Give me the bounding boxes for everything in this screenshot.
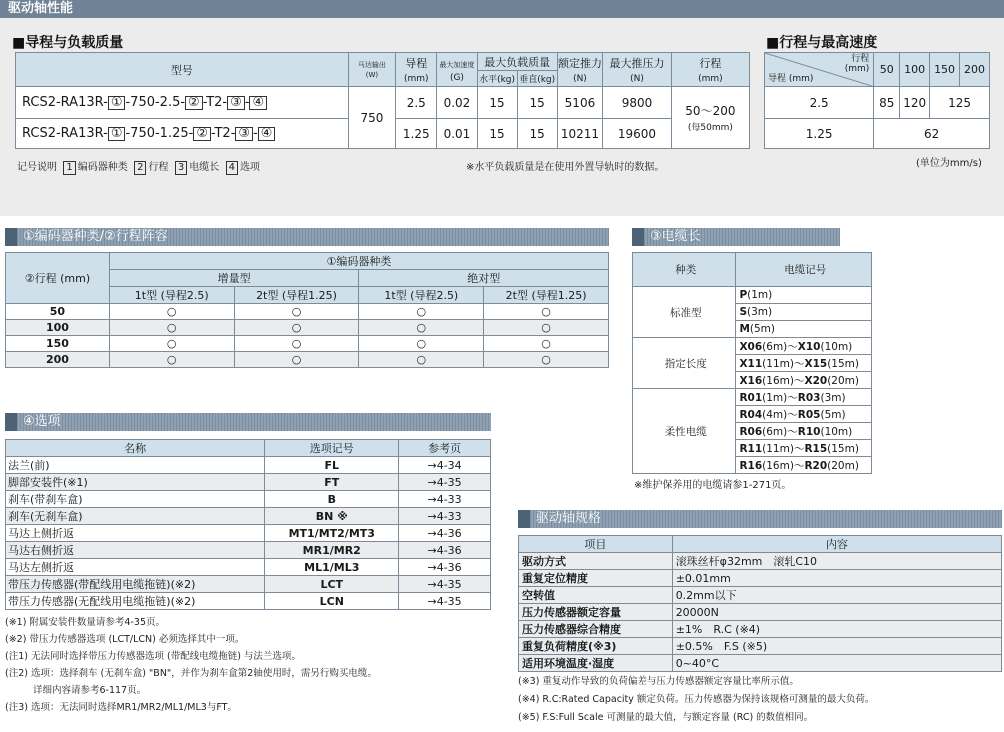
stroke-header: 100 [900, 53, 930, 87]
accel-value: 0.01 [437, 119, 477, 149]
note-line: (注1) 无法同时选择带压力传感器选项 (带配线电缆拖链) 与法兰选项。 [5, 651, 301, 662]
legend-text: 行程 [148, 162, 169, 173]
horizontal-value: 15 [477, 119, 517, 149]
table-row: 重复定位精度 ±0.01mm [519, 570, 1002, 587]
available-mark: ○ [359, 336, 484, 352]
model-code: RCS2-RA13R- ① -750-1.25- ② -T2- ③ - ④ [16, 119, 349, 149]
note-line: (注3) 选项：无法同时选择MR1/MR2/ML1/ML3与FT。 [5, 702, 237, 713]
max-thrust-value: 19600 [603, 119, 672, 149]
table-row: 刹车(带刹车盒) B →4-33 [6, 491, 491, 508]
available-mark: ○ [109, 336, 234, 352]
stroke-header: ②行程 (mm) [6, 253, 110, 304]
options-header: 名称 [6, 440, 265, 457]
header-max-thrust: 最大推压力 (N) [603, 53, 672, 87]
legend [17, 160, 260, 176]
header-lead: 导程 (mm) [396, 53, 437, 87]
legend-label: 记号说明 [17, 162, 57, 173]
table-row: 压力传感器额定容量 20000N [519, 604, 1002, 621]
available-mark: ○ [109, 352, 234, 368]
cable-note: ※维护保养用的电缆请参1-271页。 [634, 480, 792, 491]
absolute-header: 绝对型 [359, 270, 609, 287]
available-mark: ○ [234, 352, 359, 368]
lead-load-title: ■导程与负载质量 [12, 35, 124, 51]
header-motor: 马达输出 (W) [348, 53, 396, 87]
stroke-header: 200 [960, 53, 990, 87]
cable-table [632, 252, 872, 474]
speed-lead: 1.25 [765, 119, 874, 149]
available-mark: ○ [359, 352, 484, 368]
table-row: 刹车(无刹车盒) BN ※ →4-33 [6, 508, 491, 525]
max-thrust-value: 9800 [603, 87, 672, 119]
stroke-cell: 50 [6, 304, 110, 320]
available-mark: ○ [484, 336, 609, 352]
table-row [765, 87, 990, 119]
rated-thrust-value: 10211 [557, 119, 602, 149]
cable-code: X06(6m)～X10(10m) [736, 338, 872, 355]
encoder-sub-header: 2t型 (导程1.25) [484, 287, 609, 304]
encoder-header: ①编码器种类 [109, 253, 608, 270]
available-mark: ○ [234, 304, 359, 320]
accel-value: 0.02 [437, 87, 477, 119]
stroke-speed-title: ■行程与最高速度 [766, 35, 878, 51]
header-accel: 最大加速度 (G) [437, 53, 477, 87]
header-rated-thrust: 额定推力 (N) [557, 53, 602, 87]
header-vertical: 垂直(kg) [517, 71, 557, 87]
vertical-value: 15 [517, 119, 557, 149]
matrix-title: ①编码器种类/②行程阵容 [23, 229, 168, 244]
header-max-load: 最大负载质量 [477, 53, 557, 71]
stroke-header: 150 [930, 53, 960, 87]
table-row: 法兰(前) FL →4-34 [6, 457, 491, 474]
encoder-sub-header: 2t型 (导程1.25) [234, 287, 359, 304]
cable-title-bar [632, 228, 840, 246]
table-row: 带压力传感器(带配线用电缆拖链)(※2) LCT →4-35 [6, 576, 491, 593]
speed-value: 62 [874, 119, 990, 149]
available-mark: ○ [484, 352, 609, 368]
speed-unit: (单位为mm/s) [916, 158, 982, 169]
table-row: 马达右侧折返 MR1/MR2 →4-36 [6, 542, 491, 559]
cable-code: R16(16m)～R20(20m) [736, 457, 872, 474]
options-notes [5, 614, 495, 716]
rated-thrust-value: 5106 [557, 87, 602, 119]
table-row [16, 87, 750, 119]
note-line: (※5) F.S:Full Scale 可测量的最大值，与额定容量 (RC) 的数值相同。 [518, 712, 814, 723]
options-header: 选项记号 [265, 440, 399, 457]
table-row [6, 336, 609, 352]
cable-code: R06(6m)～R10(10m) [736, 423, 872, 440]
available-mark: ○ [484, 304, 609, 320]
cable-code: R01(1m)～R03(3m) [736, 389, 872, 406]
stroke-cell: 100 [6, 320, 110, 336]
note-line: (※2) 带压力传感器选项 (LCT/LCN) 必须选择其中一项。 [5, 634, 245, 645]
legend-num: 1 [63, 161, 75, 175]
table-row: 驱动方式 滚珠丝杆φ32mm 滚轧C10 [519, 553, 1002, 570]
stroke-cell: 150 [6, 336, 110, 352]
vertical-value: 15 [517, 87, 557, 119]
cable-group: 柔性电缆 [633, 389, 736, 474]
stroke-speed-table [764, 52, 990, 149]
available-mark: ○ [484, 320, 609, 336]
available-mark: ○ [234, 336, 359, 352]
table-row: 压力传感器综合精度 ±1% R.C (※4) [519, 621, 1002, 638]
lead-load-table [15, 52, 750, 149]
legend-num: 3 [175, 161, 187, 175]
cable-code: X16(16m)～X20(20m) [736, 372, 872, 389]
note-line: (※4) R.C:Rated Capacity 额定负荷。压力传感器为保持该规格可测量的最大负荷。 [518, 694, 875, 705]
note-line: 详细内容请参考6-117页。 [33, 685, 147, 696]
stroke-value: 50～200 (每50mm) [671, 87, 749, 149]
stroke-cell: 200 [6, 352, 110, 368]
section-title-bar [0, 0, 1004, 18]
options-title-bar [5, 413, 491, 431]
encoder-sub-header: 1t型 (导程2.5) [109, 287, 234, 304]
model-code: RCS2-RA13R- ① -750-2.5- ② -T2- ③ - ④ [16, 87, 349, 119]
spec-header: 项目 [519, 536, 673, 553]
stroke-header: 50 [874, 53, 900, 87]
table-row [765, 119, 990, 149]
table-row: 马达上侧折返 MT1/MT2/MT3 →4-36 [6, 525, 491, 542]
options-title: ④选项 [23, 414, 61, 429]
options-table [5, 439, 491, 610]
cable-code: S(3m) [736, 304, 872, 321]
legend-num: 4 [226, 161, 238, 175]
available-mark: ○ [109, 320, 234, 336]
cable-code: M(5m) [736, 321, 872, 338]
header-model: 型号 [16, 53, 349, 87]
spec-table [518, 535, 1002, 672]
note-line: (注2) 选项：选择刹车 (无刹车盒) "BN"，并作为刹车盒第2轴使用时，需另行购买电缆。 [5, 668, 377, 679]
table-row [6, 352, 609, 368]
legend-num: 2 [134, 161, 146, 175]
available-mark: ○ [109, 304, 234, 320]
cable-code: X11(11m)～X15(15m) [736, 355, 872, 372]
note-line: (※3) 重复动作导致的负荷偏差与压力传感器额定容量比率所示值。 [518, 676, 799, 687]
encoder-stroke-table [5, 252, 609, 368]
spec-notes [518, 673, 1002, 727]
available-mark: ○ [234, 320, 359, 336]
speed-corner-header: 行程 (mm) 导程 (mm) [765, 53, 874, 87]
matrix-title-bar [5, 228, 609, 246]
options-header: 参考页 [399, 440, 491, 457]
spec-title: 驱动轴规格 [536, 511, 602, 526]
lead-value: 2.5 [396, 87, 437, 119]
motor-output: 750 [348, 87, 396, 149]
legend-text: 选项 [239, 162, 260, 173]
cable-code: R11(11m)～R15(15m) [736, 440, 872, 457]
table-row [6, 320, 609, 336]
table-row [6, 304, 609, 320]
cable-group: 指定长度 [633, 338, 736, 389]
incremental-header: 增量型 [109, 270, 359, 287]
spec-title-bar [518, 510, 1002, 528]
section-title: 驱动轴性能 [8, 1, 74, 16]
table-row: 适用环境温度·湿度 0~40°C [519, 655, 1002, 672]
cable-group: 标准型 [633, 287, 736, 338]
legend-text: 电缆长 [189, 162, 220, 173]
cable-title: ③电缆长 [650, 229, 701, 244]
table-row: 带压力传感器(无配线用电缆拖链)(※2) LCN →4-35 [6, 593, 491, 610]
note-line: (※1) 附属安装件数量请参考4-35页。 [5, 617, 165, 628]
available-mark: ○ [359, 304, 484, 320]
horizontal-value: 15 [477, 87, 517, 119]
available-mark: ○ [359, 320, 484, 336]
legend-text: 编码器种类 [77, 162, 128, 173]
table-row: 马达左侧折返 ML1/ML3 →4-36 [6, 559, 491, 576]
lead-note: ※水平负载质量是在使用外置导轨时的数据。 [466, 162, 665, 173]
encoder-sub-header: 1t型 (导程2.5) [359, 287, 484, 304]
speed-value: 85 [874, 87, 900, 119]
table-row: 脚部安装件(※1) FT →4-35 [6, 474, 491, 491]
lead-value: 1.25 [396, 119, 437, 149]
cable-type-header: 种类 [633, 253, 736, 287]
cable-code: R04(4m)～R05(5m) [736, 406, 872, 423]
performance-panel [0, 0, 1004, 216]
cable-code-header: 电缆记号 [736, 253, 872, 287]
speed-value: 120 [900, 87, 930, 119]
table-row: 空转值 0.2mm以下 [519, 587, 1002, 604]
header-horizontal: 水平(kg) [477, 71, 517, 87]
speed-lead: 2.5 [765, 87, 874, 119]
speed-value: 125 [930, 87, 990, 119]
header-stroke: 行程 (mm) [671, 53, 749, 87]
cable-code: P(1m) [736, 287, 872, 304]
table-row: 重复负荷精度(※3) ±0.5% F.S (※5) [519, 638, 1002, 655]
spec-header: 内容 [672, 536, 1001, 553]
